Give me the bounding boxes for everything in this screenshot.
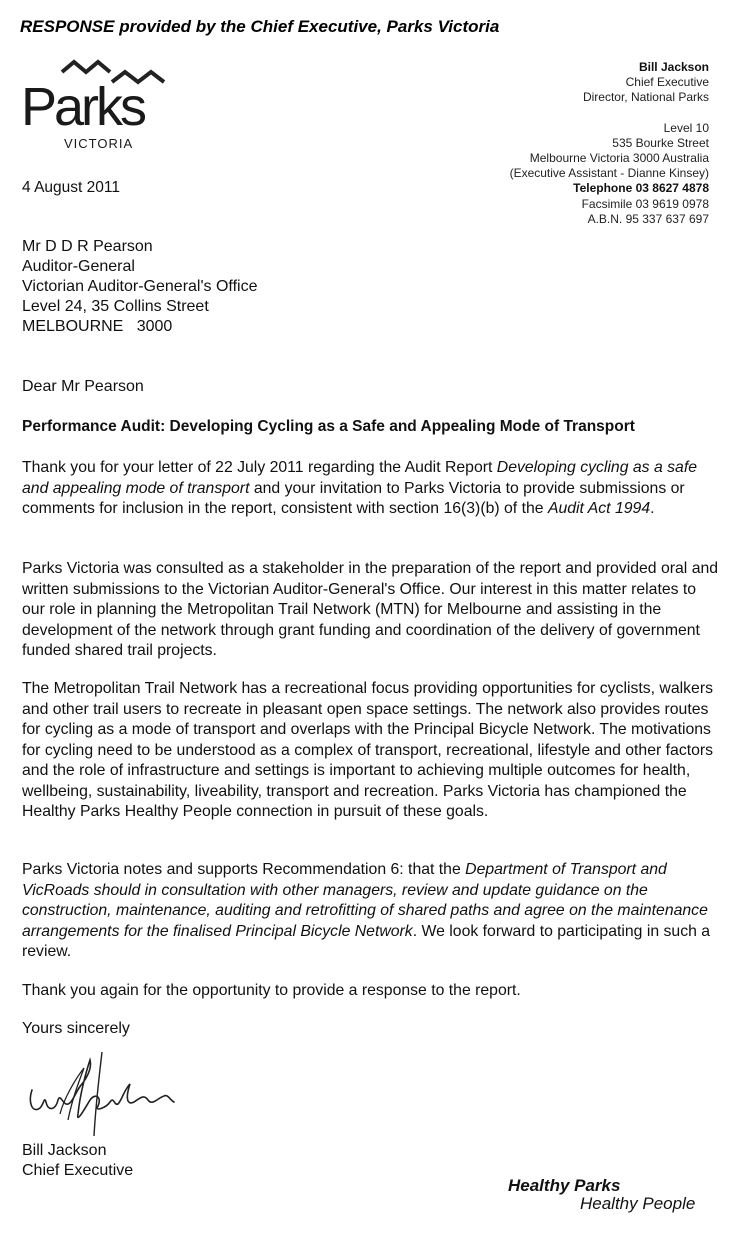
- logo-subtitle: VICTORIA: [64, 136, 134, 151]
- sender-title: Chief Executive: [625, 75, 709, 90]
- addressee-line: Mr D D R Pearson: [22, 238, 153, 255]
- sender-name: Bill Jackson: [638, 60, 709, 74]
- sender-block: [510, 60, 709, 227]
- addressee-line: Level 24, 35 Collins Street: [22, 298, 209, 315]
- logo-wordmark: Parks: [21, 77, 145, 137]
- tagline-line-1: Healthy Parks: [508, 1176, 621, 1195]
- subject-line: Performance Audit: Developing Cycling as a Safe and Appealing Mode of Transport: [22, 418, 635, 435]
- sender-facsimile: Facsimile 03 9619 0978: [581, 196, 709, 211]
- addressee-line: MELBOURNE 3000: [22, 318, 173, 335]
- tagline-line-2: Healthy People: [580, 1194, 696, 1213]
- sender-assistant: (Executive Assistant - Dianne Kinsey): [509, 166, 709, 181]
- text-run: Thank you for your letter of 22 July 2011 regarding the Audit Report: [22, 459, 497, 476]
- salutation: Dear Mr Pearson: [22, 378, 144, 395]
- body-paragraph-3: The Metropolitan Trail Network has a recreational focus providing opportunities for cyclists, walkers and other trail users to recreate in pleasant open space settings. The network also provides routes for cycling as a mode of transport and overlaps with the Principal Bicycle Network. The motivations for cycling need to be understood as a complex of transport, recreational, lifestyle and other factors and the role of infrastructure and settings is important to achieving multiple outcomes for health, wellbeing, sustainability, liveability, transport and recreation. Parks Victoria has championed the Healthy Parks Healthy People connection in pursuit of these goals.: [22, 680, 714, 820]
- sender-title-2: Director, National Parks: [582, 90, 709, 105]
- closing: Yours sincerely: [22, 1020, 130, 1037]
- body-paragraph-4: [22, 860, 722, 963]
- text-run: . We look forward to participating in such a review.: [22, 922, 711, 960]
- body-paragraph-5: Thank you again for the opportunity to provide a response to the report.: [22, 982, 521, 999]
- text-run: and your invitation to Parks Victoria to provide submissions or comments for inclusion in the report, consistent with section 16(3)(b) of the: [22, 479, 685, 517]
- sender-address-line: Level 10: [663, 120, 709, 135]
- body-paragraph-2: Parks Victoria was consulted as a stakeholder in the preparation of the report and provided oral and written submissions to the Victorian Auditor-General's Office. Our interest in this matter relates to our role in planning the Metropolitan Trail Network (MTN) for Melbourne and assisting in the development of the network through grant funding and coordination of the delivery of government funded shared trail projects.: [22, 560, 719, 659]
- signatory-block: [22, 1141, 133, 1181]
- sender-address-line: Melbourne Victoria 3000 Australia: [529, 151, 709, 166]
- handwritten-signature: [18, 1050, 208, 1140]
- addressee-line: Victorian Auditor-General's Office: [22, 278, 258, 295]
- healthy-parks-tagline: [508, 1176, 713, 1216]
- sender-abn: A.B.N. 95 337 637 697: [587, 211, 709, 226]
- addressee-line: Auditor-General: [22, 258, 135, 275]
- signatory-title: Chief Executive: [22, 1162, 134, 1179]
- recommendation-italic: Department of Transport and VicRoads should in consultation with other managers, review and update guidance on the construction, maintenance, auditing and retrofitting of shared paths and agree on the maintenance arrangements for the finalised Principal Bicycle Network: [22, 861, 708, 940]
- act-title-italic: Audit Act 1994: [547, 500, 651, 517]
- sender-telephone: Telephone 03 8627 4878: [573, 181, 709, 196]
- addressee-block: [22, 237, 257, 337]
- text-run: .: [650, 500, 655, 517]
- report-title-italic: Developing cycling as a safe and appealing mode of transport: [22, 459, 697, 497]
- body-paragraph-1: [22, 458, 722, 520]
- response-header: RESPONSE provided by the Chief Executive, Parks Victoria: [20, 17, 500, 36]
- signatory-name: Bill Jackson: [22, 1142, 107, 1159]
- text-run: Parks Victoria notes and supports Recommendation 6: that the: [22, 861, 466, 878]
- sender-address-line: 535 Bourke Street: [612, 135, 709, 150]
- letter-date: 4 August 2011: [22, 179, 120, 196]
